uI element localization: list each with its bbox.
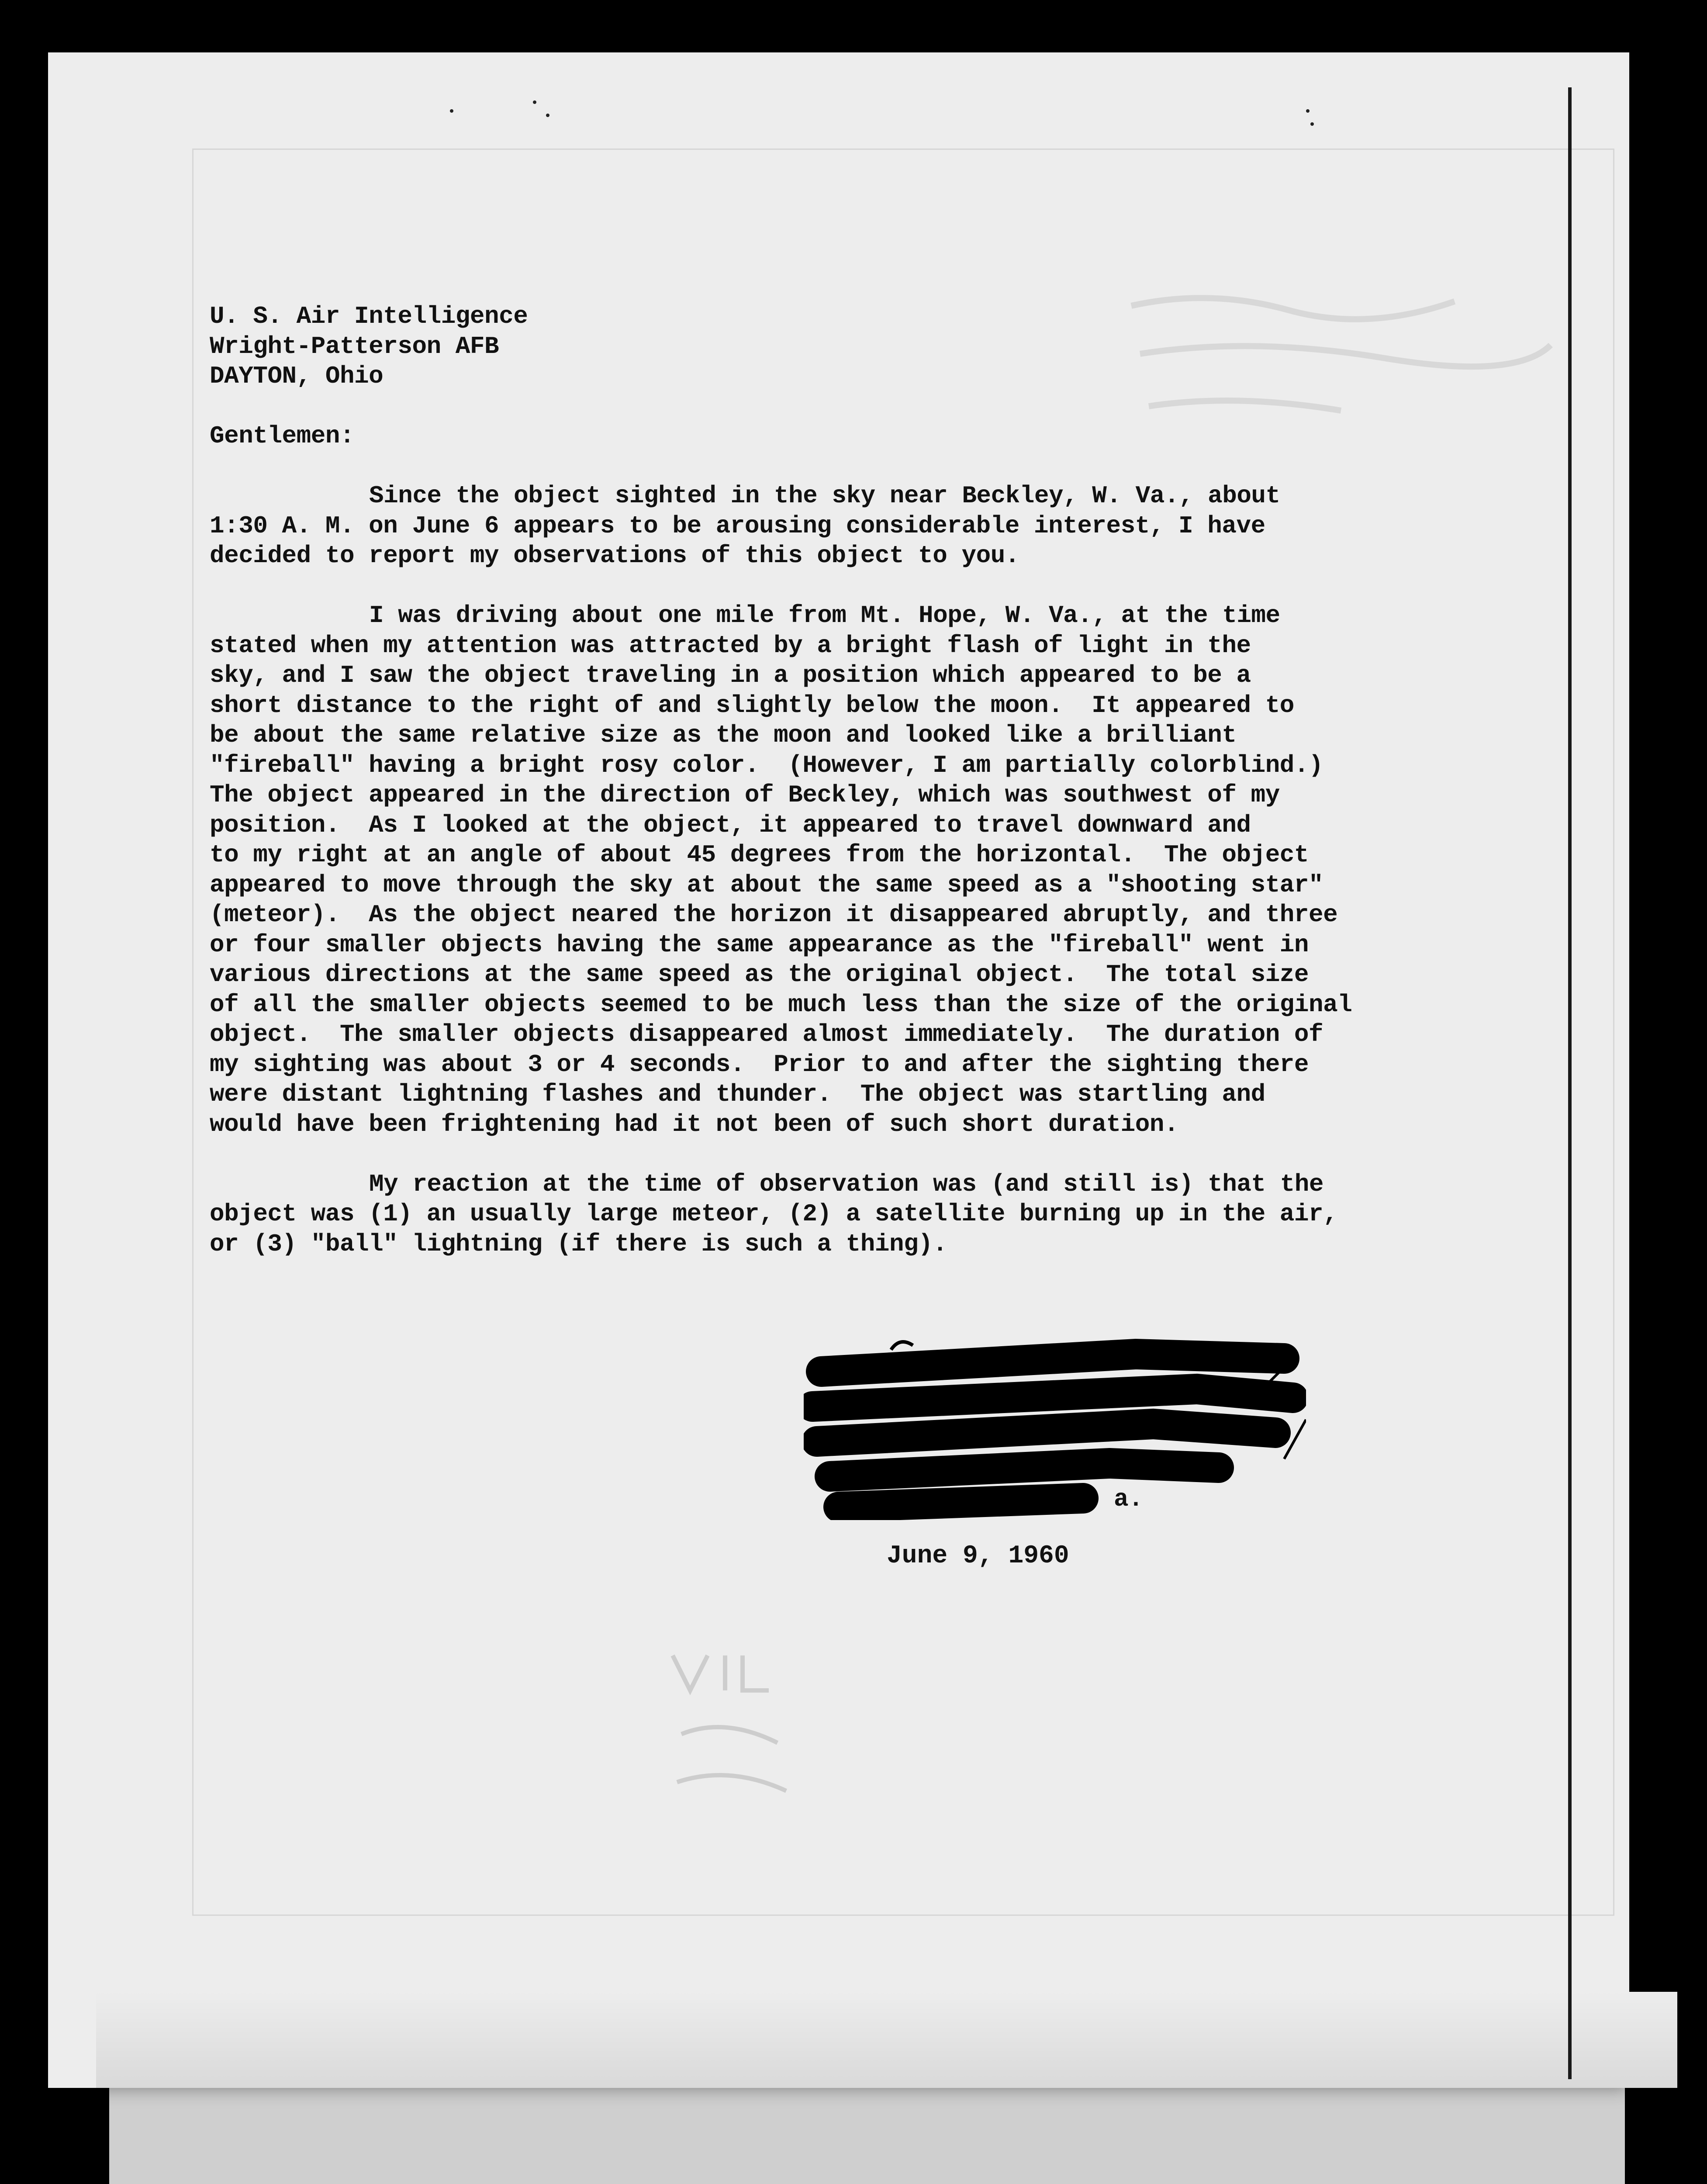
paragraph2-line: I was driving about one mile from Mt. Hope, W. Va., at the time xyxy=(369,601,1280,629)
paragraph1-line: decided to report my observations of this object to you. xyxy=(210,542,1019,570)
speck xyxy=(533,100,536,104)
page-bottom-shade xyxy=(96,1992,1677,2088)
paragraph3-line: or (3) "ball" lightning (if there is such a thing). xyxy=(210,1230,947,1258)
paragraph3-line: My reaction at the time of observation was (and still is) that the xyxy=(369,1170,1323,1198)
paragraph3-line: object was (1) an usually large meteor, (2) a satellite burning up in the air, xyxy=(210,1200,1338,1228)
speck xyxy=(1306,109,1310,113)
faint-bleedthrough-mark xyxy=(664,1638,795,1813)
paragraph2-line: my sighting was about 3 or 4 seconds. Prior to and after the sighting there xyxy=(210,1050,1309,1078)
address-line-2: Wright-Patterson AFB xyxy=(210,332,499,360)
paragraph2-line: stated when my attention was attracted by a bright flash of light in the xyxy=(210,631,1251,660)
speck xyxy=(546,114,549,117)
paragraph2-line: various directions at the same speed as the original object. The total size xyxy=(210,961,1309,988)
paragraph2-line: be about the same relative size as the moon and looked like a brilliant xyxy=(210,721,1237,749)
letter-body xyxy=(210,301,1476,1259)
paragraph2-line: sky, and I saw the object traveling in a position which appeared to be a xyxy=(210,661,1251,689)
letter-date: June 9, 1960 xyxy=(887,1542,1069,1570)
paragraph2-line: object. The smaller objects disappeared almost immediately. The duration of xyxy=(210,1020,1323,1048)
signature-fragment: a. xyxy=(1114,1485,1144,1513)
paragraph2-line: The object appeared in the direction of Beckley, which was southwest of my xyxy=(210,781,1280,809)
paragraph2-line: "fireball" having a bright rosy color. (However, I am partially colorblind.) xyxy=(210,751,1323,779)
paragraph1-line: Since the object sighted in the sky near Beckley, W. Va., about xyxy=(369,482,1280,510)
paragraph2-line: would have been frightening had it not been of such short duration. xyxy=(210,1110,1179,1138)
speck xyxy=(450,109,453,113)
paragraph2-line: were distant lightning flashes and thunder. The object was startling and xyxy=(210,1080,1265,1108)
salutation: Gentlemen: xyxy=(210,422,355,450)
redaction-marks xyxy=(804,1332,1306,1520)
paragraph2-line: of all the smaller objects seemed to be much less than the size of the original xyxy=(210,990,1352,1019)
paragraph2-line: appeared to move through the sky at about the same speed as a "shooting star" xyxy=(210,871,1323,899)
page-edge-line xyxy=(1568,87,1572,2079)
paragraph2-line: (meteor). As the object neared the horizon it disappeared abruptly, and three xyxy=(210,901,1338,929)
paragraph2-line: position. As I looked at the object, it appeared to travel downward and xyxy=(210,811,1251,839)
paragraph2-line: short distance to the right of and slightly below the moon. It appeared to xyxy=(210,691,1294,719)
paragraph1-line: 1:30 A. M. on June 6 appears to be arousing considerable interest, I have xyxy=(210,511,1265,540)
paragraph2-line: to my right at an angle of about 45 degrees from the horizontal. The object xyxy=(210,841,1309,869)
speck xyxy=(1310,122,1314,126)
signature-block xyxy=(804,1332,1306,1520)
address-line-3: DAYTON, Ohio xyxy=(210,362,384,390)
address-line-1: U. S. Air Intelligence xyxy=(210,302,528,330)
paragraph2-line: or four smaller objects having the same appearance as the "fireball" went in xyxy=(210,930,1309,959)
